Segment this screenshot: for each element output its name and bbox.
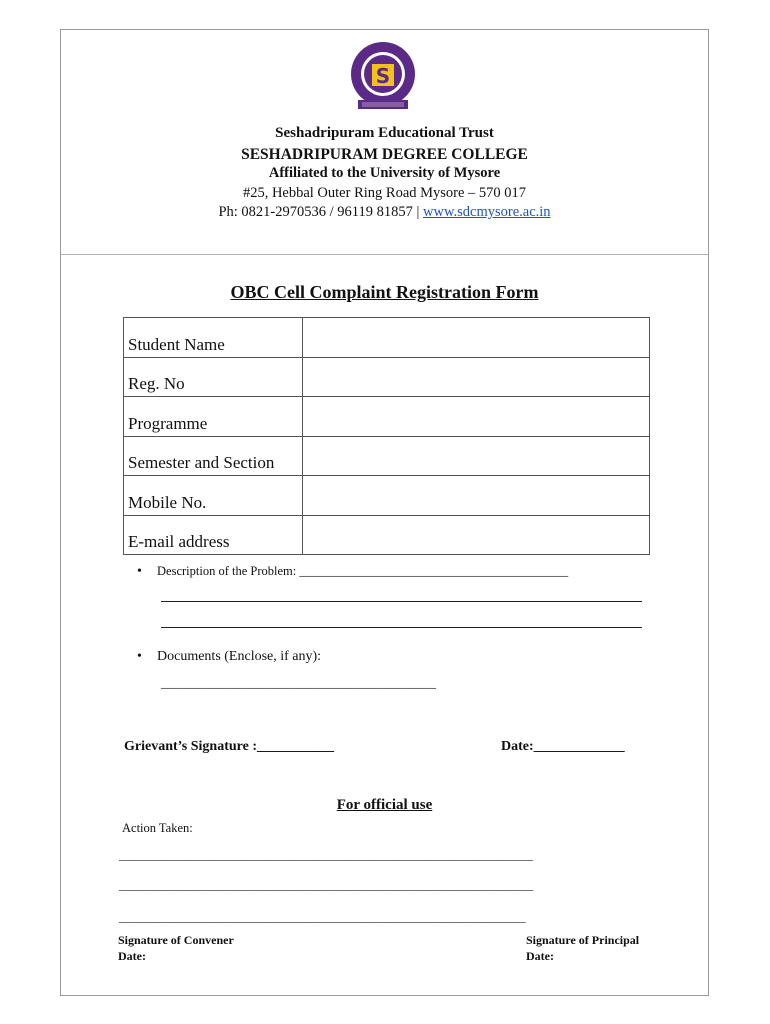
form-row bbox=[124, 397, 650, 437]
description-item bbox=[137, 564, 568, 580]
principal-signature: Signature of Principal bbox=[526, 933, 640, 947]
documents-label: Documents (Enclose, if any): bbox=[157, 649, 322, 664]
field-label: Student Name bbox=[124, 318, 303, 358]
grievant-signature[interactable]: Grievant’s Signature :___________ bbox=[124, 739, 334, 754]
grievant-date[interactable]: Date:_____________ bbox=[501, 739, 625, 754]
college-name: SESHADRIPURAM DEGREE COLLEGE bbox=[241, 146, 528, 163]
contact-line bbox=[61, 204, 708, 221]
bullet-icon: • bbox=[137, 564, 142, 579]
svg-text:S: S bbox=[375, 64, 391, 88]
convener-date: Date: bbox=[118, 949, 146, 963]
affiliation: Affiliated to the University of Mysore bbox=[268, 165, 501, 181]
student-details-table bbox=[123, 317, 650, 555]
description-line-2[interactable] bbox=[161, 627, 642, 628]
field-value-cell[interactable] bbox=[302, 476, 650, 516]
header-divider bbox=[61, 254, 708, 255]
trust-name: Seshadripuram Educational Trust bbox=[275, 125, 494, 141]
documents-item bbox=[137, 649, 321, 665]
convener-signature: Signature of Convener bbox=[118, 933, 234, 947]
action-line-3[interactable]: ________________________________________________________________________ bbox=[119, 912, 526, 924]
field-label: E-mail address bbox=[124, 515, 303, 555]
field-label: Semester and Section bbox=[124, 436, 303, 476]
website-link[interactable]: www.sdcmysore.ac.in bbox=[423, 204, 551, 220]
field-value-cell[interactable] bbox=[302, 515, 650, 555]
field-value-cell[interactable] bbox=[302, 318, 650, 358]
phone-text: Ph: 0821-2970536 / 96119 81857 | bbox=[218, 204, 424, 220]
description-line-1[interactable] bbox=[161, 601, 642, 602]
form-title: OBC Cell Complaint Registration Form bbox=[230, 282, 539, 302]
field-value-cell[interactable] bbox=[302, 397, 650, 437]
form-row bbox=[124, 357, 650, 397]
action-line-2[interactable]: ________________________________________________________________________ bbox=[119, 880, 533, 892]
form-row bbox=[124, 436, 650, 476]
address: #25, Hebbal Outer Ring Road Mysore – 570 017 bbox=[242, 185, 527, 201]
documents-blank[interactable]: ____________________________________________ bbox=[161, 676, 436, 690]
principal-date: Date: bbox=[526, 949, 554, 963]
bullet-icon: • bbox=[137, 649, 142, 664]
field-label: Reg. No bbox=[124, 357, 303, 397]
action-taken-label: Action Taken: bbox=[122, 821, 193, 835]
college-logo bbox=[346, 40, 420, 114]
form-row bbox=[124, 476, 650, 516]
field-label: Mobile No. bbox=[124, 476, 303, 516]
emblem-icon bbox=[346, 40, 420, 114]
description-label: Description of the Problem: ___________________________________________ bbox=[157, 564, 569, 578]
form-row bbox=[124, 515, 650, 555]
field-value-cell[interactable] bbox=[302, 436, 650, 476]
document-page bbox=[60, 29, 709, 996]
official-use-heading: For official use bbox=[336, 797, 433, 813]
field-value-cell[interactable] bbox=[302, 357, 650, 397]
form-row bbox=[124, 318, 650, 358]
action-line-1[interactable]: ________________________________________________________________________ bbox=[119, 850, 533, 862]
field-label: Programme bbox=[124, 397, 303, 437]
